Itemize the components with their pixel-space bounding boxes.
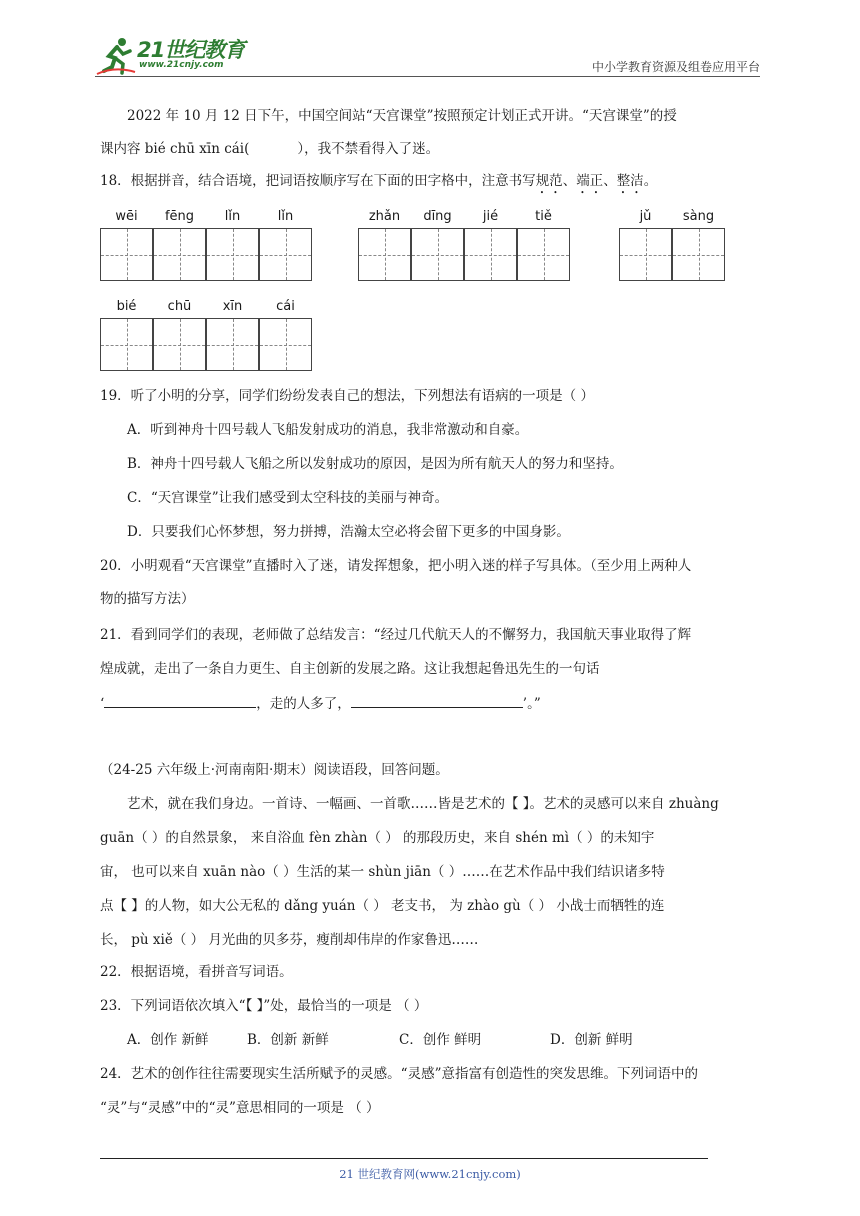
q18-stem: 18．根据拼音，结合语境，把词语按顺序写在下面的田字格中，注意书写: [100, 173, 536, 189]
tian-grid-cell[interactable]: [100, 318, 153, 371]
pinyin-label: zhǎn: [368, 209, 401, 224]
tian-grid-cell[interactable]: [517, 228, 570, 281]
passage-line-1: 艺术，就在我们身边。一首诗、一幅画、一首歌……皆是艺术的【 】。艺术的灵感可以来自 zhuàng: [127, 796, 719, 812]
tian-grid-cell[interactable]: [153, 318, 206, 371]
intro-line-2-start: 课内容 bié chū xīn cái(: [100, 141, 250, 157]
question-21-line-3: [100, 693, 541, 713]
q19-option-c[interactable]: C．“天宫课堂”让我们感受到太空科技的美丽与神奇。: [127, 490, 449, 506]
pinyin-label: lǐn: [224, 209, 241, 224]
question-20-line-1: 20．小明观看“天宫课堂”直播时入了迷，请发挥想象，把小明入迷的样子写具体。（至少用上两种人: [100, 558, 692, 574]
passage-line-5: 长， pù xiě（ ） 月光曲的贝多芬，瘦削却伟岸的作家鲁迅……: [100, 932, 479, 948]
footer-text: 21 世纪教育网(www.21cnjy.com): [339, 1167, 521, 1181]
site-logo: [95, 36, 255, 76]
tian-grid-cell[interactable]: [464, 228, 517, 281]
tian-grid-cell[interactable]: [619, 228, 672, 281]
q23-option-d[interactable]: D．创新 鲜明: [550, 1032, 633, 1048]
q18-end: 。: [643, 173, 658, 189]
tian-grid-cell[interactable]: [259, 228, 312, 281]
header-divider: [95, 76, 760, 77]
q19-option-d[interactable]: D．只要我们心怀梦想，努力拼搏，浩瀚太空必将会留下更多的中国身影。: [127, 524, 570, 540]
question-20-line-2: 物的描写方法）: [100, 591, 195, 607]
tian-grid-cell[interactable]: [358, 228, 411, 281]
q18-word-3: 整洁: [616, 173, 644, 189]
question-22-stem: 22．根据语境，看拼音写词语。: [100, 964, 293, 980]
q18-word-1: 规范: [535, 173, 563, 189]
pinyin-label: cái: [276, 299, 295, 314]
tian-grid-cell[interactable]: [411, 228, 464, 281]
q18-separator-1: 、: [562, 173, 577, 189]
section-source: （24-25 六年级上·河南南阳·期末）阅读语段，回答问题。: [100, 762, 449, 778]
pinyin-label: bié: [116, 299, 137, 314]
pinyin-label: dīng: [423, 209, 452, 224]
pinyin-label: lǐn: [277, 209, 294, 224]
quote-middle: ，走的人多了，: [256, 696, 351, 712]
intro-line-2: [100, 140, 439, 158]
question-21-line-1: 21．看到同学们的表现，老师做了总结发言：“经过几代航天人的不懈努力，我国航天事业取得了辉: [100, 627, 692, 643]
q18-word-2: 端正: [576, 173, 604, 189]
question-24-line-2: “灵”与“灵感”中的“灵”意思相同的一项是 （ ）: [100, 1100, 380, 1116]
tian-grid-cell[interactable]: [100, 228, 153, 281]
passage-line-4: 点【 】的人物，如大公无私的 dǎng yuán（ ） 老支书， 为 zhào gù（ ） 小战士而牺牲的连: [100, 898, 665, 914]
q23-option-c[interactable]: C．创作 鲜明: [399, 1032, 482, 1048]
pinyin-label: wēi: [115, 209, 138, 224]
q19-option-b[interactable]: B．神舟十四号载人飞船之所以发射成功的原因，是因为所有航天人的努力和坚持。: [127, 456, 623, 472]
answer-blank-2[interactable]: [351, 693, 523, 708]
tian-grid-cell[interactable]: [153, 228, 206, 281]
q23-option-a[interactable]: A．创作 新鲜: [127, 1032, 209, 1048]
quote-close: ’。”: [522, 696, 541, 712]
pinyin-label: fēng: [164, 209, 195, 224]
question-24-line-1: 24．艺术的创作往往需要现实生活所赋予的灵感。“灵感”意指富有创造性的突发思维。下列词语中的: [100, 1066, 698, 1082]
intro-line-2-end: ），我不禁看得入了迷。: [297, 141, 440, 157]
tian-grid-cell[interactable]: [206, 228, 259, 281]
pinyin-label: jǔ: [639, 209, 652, 224]
quote-open: ‘: [100, 696, 105, 712]
intro-line-1: 2022 年 10 月 12 日下午，中国空间站“天宫课堂”按照预定计划正式开讲。“天宫课堂”的授: [127, 108, 677, 124]
passage-line-3: 宙， 也可以来自 xuān nào（ ）生活的某一 shùn jiān（ ）……在艺术作品中我们结识诸多特: [100, 864, 665, 880]
pinyin-label: chū: [167, 299, 192, 314]
q23-option-b[interactable]: B．创新 新鲜: [247, 1032, 329, 1048]
runner-logo-icon: [95, 36, 137, 76]
page-header: [95, 30, 760, 80]
logo-text: 21世纪教育: [137, 38, 245, 62]
q18-separator-2: 、: [603, 173, 617, 189]
platform-title: 中小学教育资源及组卷应用平台: [591, 60, 760, 74]
passage-line-2: guān（ ）的自然景象， 来自浴血 fèn zhàn（ ） 的那段历史，来自 shén mì（ ）的未知宇: [100, 830, 655, 846]
logo-url: www.21cnjy.com: [139, 60, 224, 70]
footer-divider: [100, 1158, 708, 1159]
pinyin-label: jié: [482, 209, 499, 224]
tian-grid-cell[interactable]: [672, 228, 725, 281]
pinyin-label: xīn: [222, 299, 243, 314]
question-18: [100, 172, 657, 197]
q19-option-a[interactable]: A．听到神舟十四号载人飞船发射成功的消息，我非常激动和自豪。: [127, 422, 529, 438]
answer-blank-1[interactable]: [104, 693, 256, 708]
question-23-stem: 23．下列词语依次填入“【 】”处，最恰当的一项是 （ ）: [100, 998, 428, 1014]
question-21-line-2: 煌成就，走出了一条自力更生、自主创新的发展之路。这让我想起鲁迅先生的一句话: [100, 661, 600, 677]
question-19-stem: 19．听了小明的分享，同学们纷纷发表自己的想法，下列想法有语病的一项是（ ）: [100, 388, 594, 404]
pinyin-label: sàng: [682, 209, 715, 224]
tian-grid-cell[interactable]: [206, 318, 259, 371]
pinyin-label: tiě: [535, 209, 552, 224]
tian-grid-cell[interactable]: [259, 318, 312, 371]
